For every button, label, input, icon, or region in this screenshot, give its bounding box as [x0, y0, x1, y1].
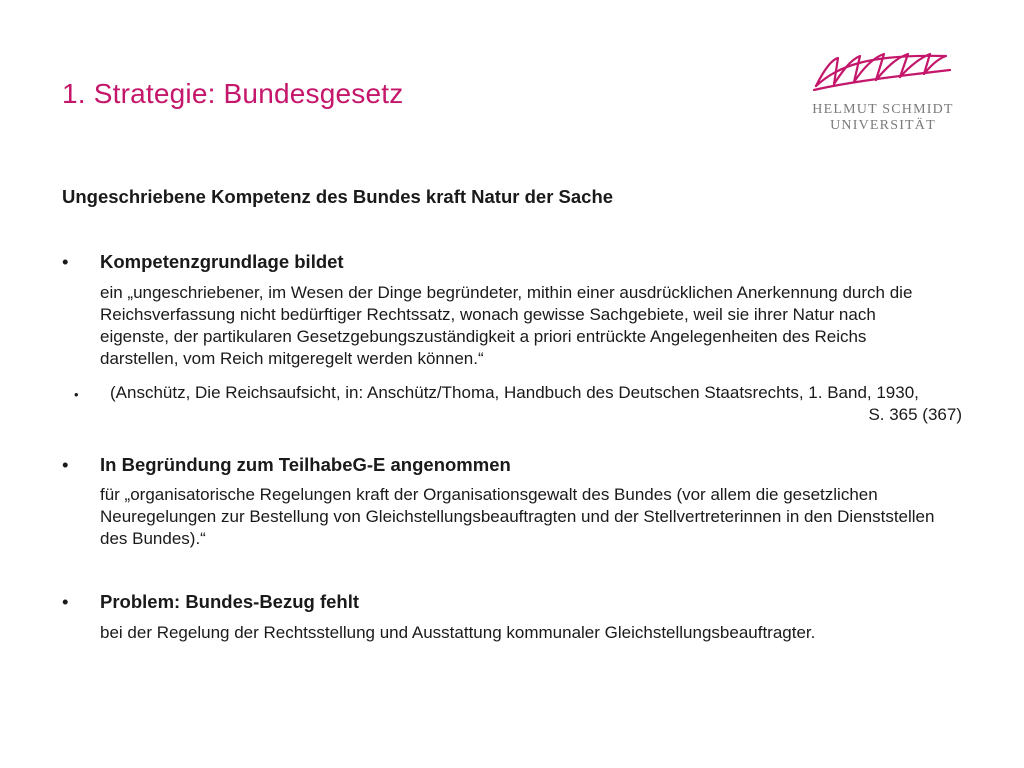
citation-bullet-icon: • — [74, 387, 79, 402]
slide-title: 1. Strategie: Bundesgesetz — [62, 78, 404, 109]
section-3-text: bei der Regelung der Rechtsstellung und Ausstattung kommunaler Gleichstellungsbeauftragter. — [100, 623, 816, 642]
section-3-heading: Problem: Bundes-Bezug fehlt — [100, 591, 360, 612]
logo-text-line1: HELMUT SCHMIDT — [812, 102, 954, 117]
section-2-heading: In Begründung zum TeilhabeG-E angenommen — [100, 454, 511, 475]
university-logo — [808, 46, 958, 138]
bullet-icon: • — [62, 591, 69, 612]
subheading: Ungeschriebene Kompetenz des Bundes kraft Natur der Sache — [62, 186, 614, 207]
section-1-text: ein „ungeschriebener, im Wesen der Dinge begründeter, mithin einer ausdrücklichen Anerkennung durch die Reichsverfassung nicht bedürftiger Rechtssatz, wonach gewisse Sachgebiete, weil sie ihrer Natur nach eigenste, der partikularen Gesetzgebungszuständigkeit a priori entrückte Angelegenheiten des Reichs darstellen, vom Reich mitgeregelt werden können.“ — [100, 283, 913, 368]
logo-emblem-icon — [808, 46, 958, 98]
citation-line-1: (Anschütz, Die Reichsaufsicht, in: Anschütz/Thoma, Handbuch des Deutschen Staatsrechts, 1. Band, 1930, — [110, 383, 919, 402]
citation — [62, 382, 962, 426]
logo-text-line2: UNIVERSITÄT — [830, 118, 936, 133]
section-2-text: für „organisatorische Regelungen kraft der Organisationsgewalt des Bundes (vor allem die gesetzlichen Neuregelungen zur Bestellung von Gleichstellungsbeauftragten und der Stellvertreterinnen in den Dienststellen des Bundes).“ — [100, 485, 935, 548]
bullet-icon: • — [62, 454, 69, 475]
citation-line-2: S. 365 (367) — [868, 405, 962, 424]
section-1-heading: Kompetenzgrundlage bildet — [100, 251, 344, 272]
bullet-icon: • — [62, 251, 69, 272]
